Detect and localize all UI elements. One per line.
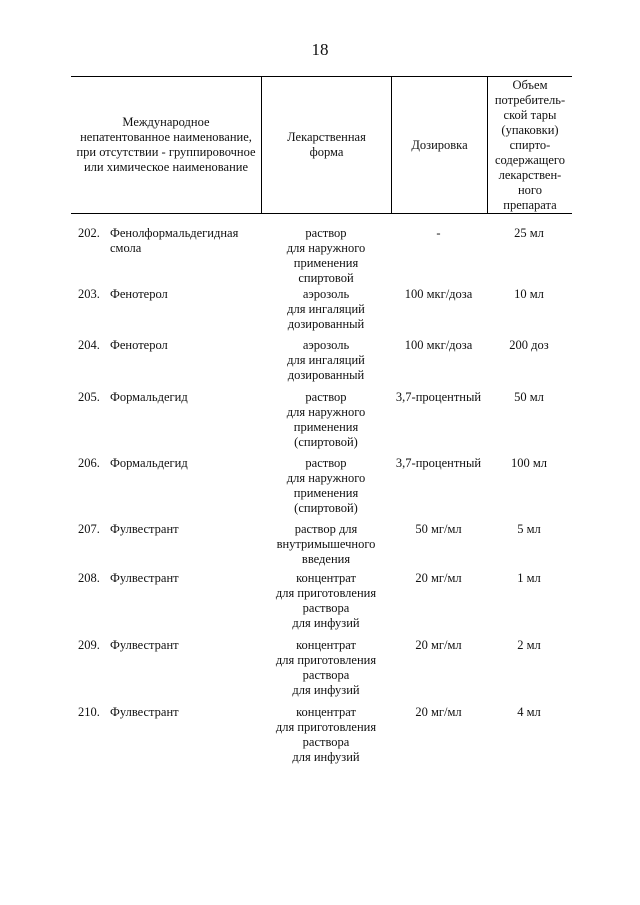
row-dose: 20 мг/мл bbox=[415, 571, 462, 585]
text-line: (спиртовой) bbox=[294, 435, 358, 449]
text-line: концентрат bbox=[296, 571, 356, 585]
row-dose: 100 мкг/доза bbox=[404, 287, 473, 301]
row-form bbox=[261, 522, 391, 567]
text-line: дозированный bbox=[287, 317, 365, 331]
row-form bbox=[261, 338, 391, 383]
row-number: 209. bbox=[78, 638, 100, 652]
text-line: Международное bbox=[122, 115, 210, 129]
text-line: Дозировка bbox=[411, 137, 468, 152]
text-line: для приготовления bbox=[275, 586, 377, 600]
row-volume: 100 мл bbox=[510, 456, 548, 470]
text-line: Формальдегид bbox=[110, 390, 188, 404]
text-line: дозированный bbox=[287, 368, 365, 382]
text-line: раствора bbox=[302, 601, 350, 615]
text-line: для наружного bbox=[286, 241, 366, 255]
row-form bbox=[261, 287, 391, 332]
table-row bbox=[71, 226, 572, 287]
table-row bbox=[71, 638, 572, 705]
text-line: потребитель- bbox=[494, 92, 566, 107]
row-number: 210. bbox=[78, 705, 100, 719]
table-body bbox=[71, 226, 572, 772]
row-volume: 1 мл bbox=[517, 571, 541, 585]
row-number: 207. bbox=[78, 522, 100, 536]
row-dose: 100 мкг/доза bbox=[404, 338, 473, 352]
text-line: внутримышечного bbox=[276, 537, 376, 551]
text-line: Лекарственная bbox=[287, 130, 366, 144]
row-volume: 2 мл bbox=[517, 638, 541, 652]
header-form-text bbox=[287, 130, 366, 160]
text-line: смола bbox=[110, 241, 142, 255]
row-number: 204. bbox=[78, 338, 100, 352]
text-line: раствор bbox=[305, 456, 347, 470]
text-line: для наружного bbox=[286, 405, 366, 419]
text-line: концентрат bbox=[296, 705, 356, 719]
text-line: применения bbox=[293, 486, 359, 500]
text-line: (спиртовой) bbox=[294, 501, 358, 515]
row-volume: 200 доз bbox=[509, 338, 549, 352]
table-row bbox=[71, 287, 572, 338]
text-line: Объем bbox=[512, 77, 548, 92]
row-number: 203. bbox=[78, 287, 100, 301]
text-line: раствор bbox=[305, 390, 347, 404]
table-row bbox=[71, 705, 572, 772]
text-line: спиртовой bbox=[298, 271, 354, 285]
header-volume-text bbox=[495, 78, 565, 213]
text-line: для приготовления bbox=[275, 720, 377, 734]
page-number: 18 bbox=[311, 40, 329, 59]
text-line: аэрозоль bbox=[302, 338, 350, 352]
text-line: Формальдегид bbox=[110, 456, 188, 470]
text-line: применения bbox=[293, 420, 359, 434]
text-line: (упаковки) bbox=[501, 122, 559, 137]
text-line: концентрат bbox=[296, 638, 356, 652]
header-inn-text bbox=[76, 115, 255, 175]
text-line: или химическое наименование bbox=[83, 160, 248, 174]
text-line: непатентованное наименование, bbox=[80, 130, 252, 144]
text-line: для инфузий bbox=[292, 750, 360, 764]
text-line: Фулвестрант bbox=[110, 522, 179, 536]
row-form bbox=[261, 226, 391, 286]
header-inn bbox=[71, 77, 261, 213]
text-line: содержащего bbox=[494, 152, 565, 167]
row-volume: 10 мл bbox=[514, 287, 544, 301]
text-line: Фенотерол bbox=[110, 338, 168, 352]
row-form bbox=[261, 571, 391, 631]
table-row bbox=[71, 571, 572, 638]
text-line: Фенолформальдегидная bbox=[110, 226, 239, 240]
text-line: Фулвестрант bbox=[110, 705, 179, 719]
text-line: применения bbox=[293, 256, 359, 270]
text-line: для приготовления bbox=[275, 653, 377, 667]
text-line: Фулвестрант bbox=[110, 638, 179, 652]
table-row bbox=[71, 338, 572, 390]
row-volume: 25 мл bbox=[514, 226, 544, 240]
text-line: для наружного bbox=[286, 471, 366, 485]
text-line: для ингаляций bbox=[287, 302, 365, 316]
header-dose-text bbox=[411, 138, 467, 153]
text-line: для инфузий bbox=[292, 683, 360, 697]
text-line: раствор bbox=[305, 226, 347, 240]
row-number: 206. bbox=[78, 456, 100, 470]
text-line: при отсутствии - группировочное bbox=[76, 145, 256, 159]
text-line: для ингаляций bbox=[287, 353, 365, 367]
row-form bbox=[261, 390, 391, 450]
text-line: раствора bbox=[302, 735, 350, 749]
text-line: для инфузий bbox=[292, 616, 360, 630]
row-number: 208. bbox=[78, 571, 100, 585]
text-line: спирто- bbox=[509, 137, 551, 152]
row-form bbox=[261, 638, 391, 698]
table-header bbox=[71, 76, 572, 214]
text-line: лекарствен- bbox=[498, 167, 562, 182]
row-form bbox=[261, 705, 391, 765]
header-form bbox=[262, 77, 391, 213]
table-row bbox=[71, 522, 572, 571]
text-line: раствор для bbox=[294, 522, 358, 536]
row-dose: 20 мг/мл bbox=[415, 638, 462, 652]
row-dose: - bbox=[436, 226, 441, 240]
row-dose: 20 мг/мл bbox=[415, 705, 462, 719]
header-volume bbox=[488, 77, 572, 213]
text-line: ской тары bbox=[503, 107, 557, 122]
text-line: препарата bbox=[503, 197, 557, 212]
text-line: аэрозоль bbox=[302, 287, 350, 301]
text-line: введения bbox=[301, 552, 351, 566]
header-dose bbox=[392, 77, 487, 213]
text-line: раствора bbox=[302, 668, 350, 682]
table-row bbox=[71, 390, 572, 456]
row-form bbox=[261, 456, 391, 516]
row-number: 202. bbox=[78, 226, 100, 240]
text-line: ного bbox=[517, 182, 542, 197]
row-volume: 4 мл bbox=[517, 705, 541, 719]
table-row bbox=[71, 456, 572, 522]
row-dose: 50 мг/мл bbox=[415, 522, 462, 536]
row-volume: 5 мл bbox=[517, 522, 541, 536]
text-line: форма bbox=[309, 145, 344, 159]
row-dose: 3,7-процентный bbox=[395, 456, 482, 470]
row-number: 205. bbox=[78, 390, 100, 404]
row-dose: 3,7-процентный bbox=[395, 390, 482, 404]
text-line: Фенотерол bbox=[110, 287, 168, 301]
text-line: Фулвестрант bbox=[110, 571, 179, 585]
row-volume: 50 мл bbox=[514, 390, 544, 404]
